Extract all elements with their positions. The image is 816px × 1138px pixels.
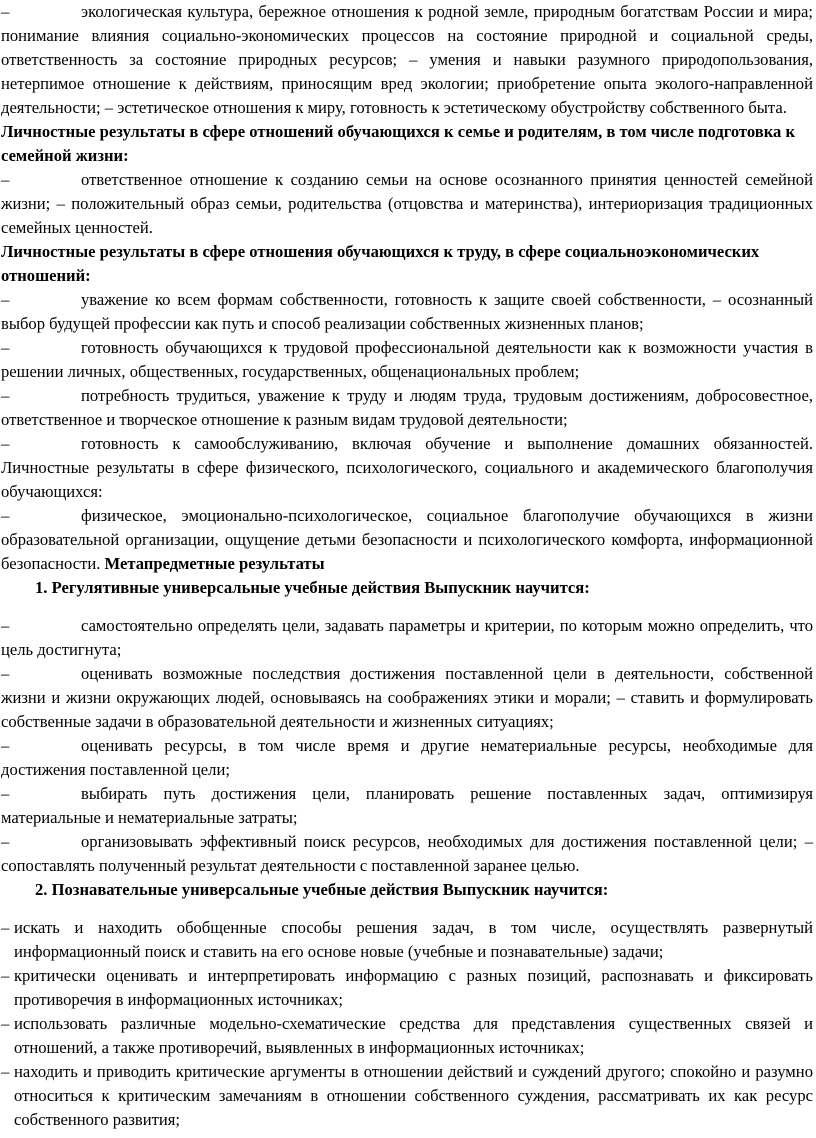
- dash-marker: –: [1, 918, 10, 937]
- paragraph-consequences: – оценивать возможные последствия достижения поставленной цели в деятельности, собственной жизни и жизни окружающих людей, основываясь на соображениях этики и морали; – ставить и формулировать собственные задачи в образовательной деятельности и жизненных ситуациях;: [1, 664, 813, 731]
- dash-marker: –: [1, 664, 10, 683]
- dash-marker: –: [1, 784, 10, 803]
- dash-marker: –: [1, 832, 10, 851]
- section-heading-regulatory: 1. Регулятивные универсальные учебные действия Выпускник научится:: [35, 578, 590, 597]
- section-heading-cognitive: 2. Познавательные универсальные учебные действия Выпускник научится:: [35, 880, 609, 899]
- dash-marker: –: [1, 966, 10, 985]
- heading-metasubject-results: Метапредметные результаты: [104, 554, 325, 573]
- paragraph-resources: – оценивать ресурсы, в том числе время и другие нематериальные ресурсы, необходимые для достижения поставленной цели;: [1, 736, 813, 779]
- dash-marker: –: [1, 616, 10, 635]
- list-item-critical-evaluation: – критически оценивать и интерпретировать информацию с разных позиций, распознавать и фиксировать противоречия в информационных источниках;: [1, 966, 813, 1009]
- paragraph-self-service: – готовность к самообслуживанию, включая обучение и выполнение домашних обязанностей. Личностные результаты в сфере физического, психологического, социального и академического благополучия обучающихся:: [1, 434, 813, 501]
- paragraph-wellbeing: – физическое, эмоционально-психологическое, социальное благополучие обучающихся в жизни образовательной организации, ощущение детьми безопасности и психологического комфорта, информационной безопасности. Метапредметные результаты: [1, 506, 813, 573]
- dash-marker: –: [1, 290, 10, 309]
- dash-marker: –: [1, 170, 10, 189]
- paragraph-family: – ответственное отношение к созданию семьи на основе осознанного принятия ценностей семейной жизни; – положительный образ семьи, родительства (отцовства и материнства), интериоризация традиционных семейных ценностей.: [1, 170, 813, 237]
- list-item-models: – использовать различные модельно-схематические средства для представления существенных связей и отношений, а также противоречий, выявленных в информационных источниках;: [1, 1014, 813, 1057]
- paragraph-work-need: – потребность трудиться, уважение к труду и людям труда, трудовым достижениям, добросовестное, ответственное и творческое отношение к разным видам трудовой деятельности;: [1, 386, 813, 429]
- section-heading-family: Личностные результаты в сфере отношений обучающихся к семье и родителям, в том числе подготовка к семейной жизни:: [1, 122, 796, 165]
- dash-marker: –: [1, 434, 10, 453]
- dash-marker: –: [1, 1062, 10, 1081]
- paragraph-path: – выбирать путь достижения цели, планировать решение поставленных задач, оптимизируя материальные и нематериальные затраты;: [1, 784, 813, 827]
- dash-marker: –: [1, 736, 10, 755]
- section-heading-labor: Личностные результаты в сфере отношения обучающихся к труду, в сфере социальноэкономических отношений:: [1, 242, 760, 285]
- list-item-arguments: – находить и приводить критические аргументы в отношении действий и суждений другого; спокойно и разумно относиться к критическим замечаниям в отношении собственного суждения, рассматривать их как ресурс собственного развития;: [1, 1062, 813, 1129]
- paragraph-ecology: – экологическая культура, бережное отношения к родной земле, природным богатствам России и мира; понимание влияния социально-экономических процессов на состояние природной и социальной среды, ответственность за состояние природных ресурсов; – умения и навыки разумного природопользования, нетерпимое отношение к действиям, приносящим вред экологии; приобретение опыта эколого-направленной деятельности; – эстетическое отношения к миру, готовность к эстетическому обустройству собственного быта.: [1, 2, 813, 117]
- paragraph-property: – уважение ко всем формам собственности, готовность к защите своей собственности, – осознанный выбор будущей профессии как путь и способ реализации собственных жизненных планов;: [1, 290, 813, 333]
- dash-marker: –: [1, 506, 10, 525]
- dash-marker: –: [1, 1014, 10, 1033]
- paragraph-work-readiness: – готовность обучающихся к трудовой профессиональной деятельности как к возможности участия в решении личных, общественных, государственных, общенациональных проблем;: [1, 338, 813, 381]
- dash-marker: –: [1, 2, 10, 21]
- list-item-generalized-methods: – искать и находить обобщенные способы решения задач, в том числе, осуществлять развернутый информационный поиск и ставить на его основе новые (учебные и познавательные) задачи;: [1, 918, 813, 961]
- dash-marker: –: [1, 386, 10, 405]
- paragraph-goals: – самостоятельно определять цели, задавать параметры и критерии, по которым можно определить, что цель достигнута;: [1, 616, 813, 659]
- paragraph-search: – организовывать эффективный поиск ресурсов, необходимых для достижения поставленной цели; – сопоставлять полученный результат деятельности с поставленной заранее целью.: [1, 832, 813, 875]
- dash-marker: –: [1, 338, 10, 357]
